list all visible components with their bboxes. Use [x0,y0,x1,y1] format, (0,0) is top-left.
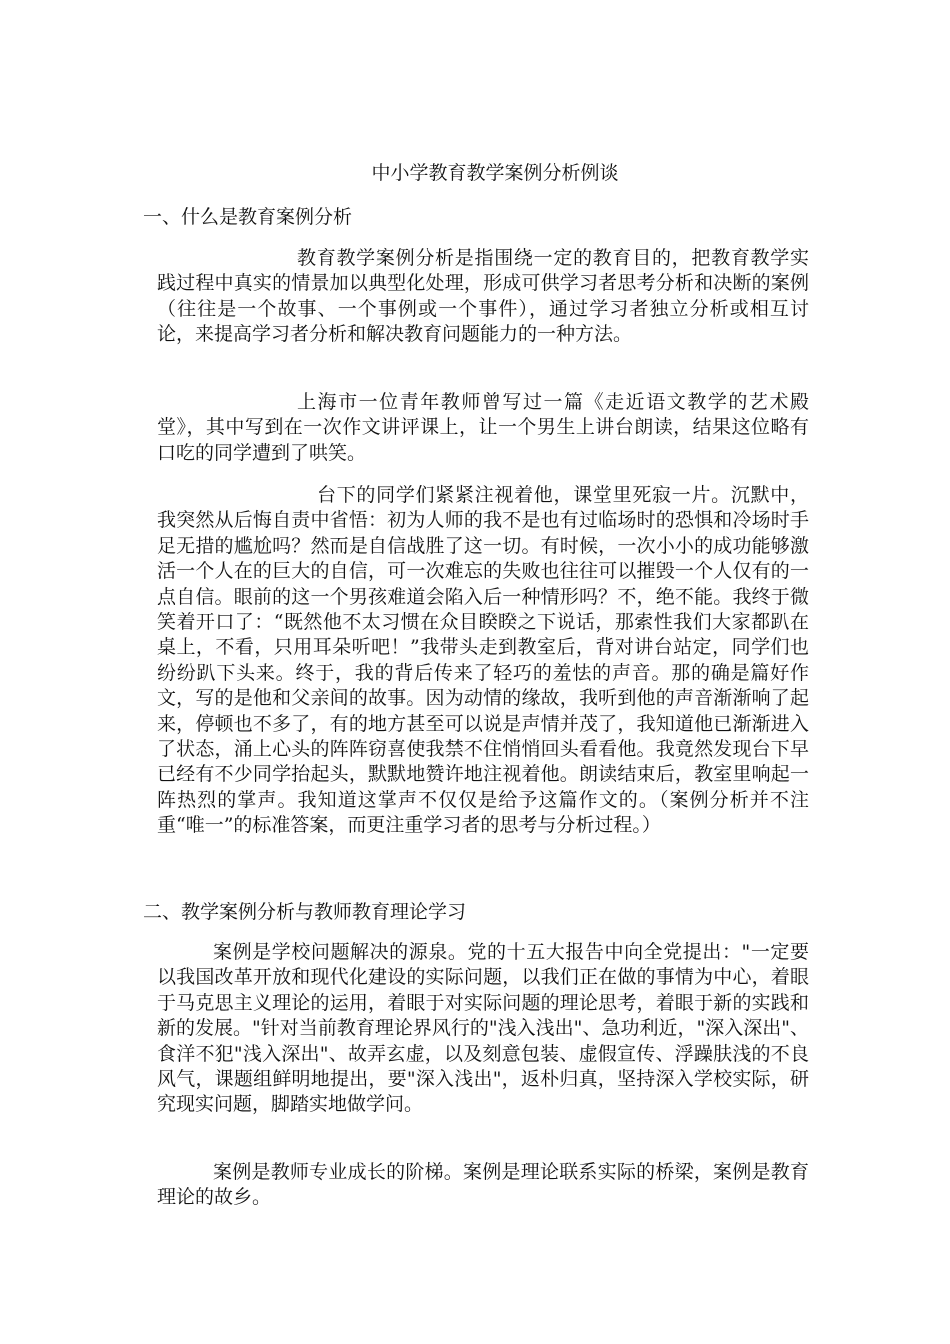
paragraph-case-source: 案例是学校问题解决的源泉。党的十五大报告中向全党提出："一定要以我国改革开放和现代化建设的实际问题，以我们正在做的事情为中心，着眼于马克思主义理论的运用，着眼于对实际问题的理论思考，着眼于新的实践和新的发展。"针对当前教育理论界风行的"浅入浅出"、急功利近，"深入深出"、食洋不犯"浅入深出"、故弄玄虚，以及刻意包装、虚假宣传、浮躁肤浅的不良风气，课题组鲜明地提出，要"深入浅出"，返朴归真，坚持深入学校实际，研究现实问题，脚踏实地做学问。 [157,941,809,1116]
paragraph-definition: 教育教学案例分析是指围绕一定的教育目的，把教育教学实践过程中真实的情景加以典型化处理，形成可供学习者思考分析和决断的案例（往往是一个故事、一个事例或一个事件），通过学习者独立分析或相互讨论，来提高学习者分析和解决教育问题能力的一种方法。 [157,247,809,346]
paragraph-case-ladder: 案例是教师专业成长的阶梯。案例是理论联系实际的桥梁，案例是教育理论的故乡。 [157,1161,809,1209]
section-heading-1: 一、什么是教育案例分析 [143,206,353,228]
paragraph-case-story: 台下的同学们紧紧注视着他，课堂里死寂一片。沉默中，我突然从后悔自责中省悟：初为人师的我不是也有过临场时的恐惧和冷场时手足无措的尴尬吗？然而是自信战胜了这一切。有时候，一次小小的成功能够激活一个人在的巨大的自信，可一次难忘的失败也往往可以摧毁一个人仅有的一点自信。眼前的这一个男孩难道会陷入后一种情形吗？不，绝不能。我终于微笑着开口了：“既然他不太习惯在众目睽睽之下说话，那索性我们大家都趴在桌上，不看，只用耳朵听吧！”我带头走到教室后，背对讲台站定，同学们也纷纷趴下头来。终于，我的背后传来了轻巧的羞怯的声音。那的确是篇好作文，写的是他和父亲间的故事。因为动情的缘故，我听到他的声音渐渐响了起来，停顿也不多了，有的地方甚至可以说是声情并茂了，我知道他已渐渐进入了状态，涌上心头的阵阵窃喜使我禁不住悄悄回头看看他。我竟然发现台下早已经有不少同学抬起头，默默地赞许地注视着他。朗读结束后，教室里响起一阵热烈的掌声。我知道这掌声不仅仅是给予这篇作文的。（案例分析并不注重“唯一”的标准答案，而更注重学习者的思考与分析过程。） [157,484,809,837]
paragraph-case-intro: 上海市一位青年教师曾写过一篇《走近语文教学的艺术殿堂》，其中写到在一次作文讲评课上，让一个男生上讲台朗读，结果这位略有口吃的同学遭到了哄笑。 [157,391,809,464]
section-heading-2: 二、教学案例分析与教师教育理论学习 [143,901,467,923]
document-title: 中小学教育教学案例分析例谈 [371,162,619,184]
